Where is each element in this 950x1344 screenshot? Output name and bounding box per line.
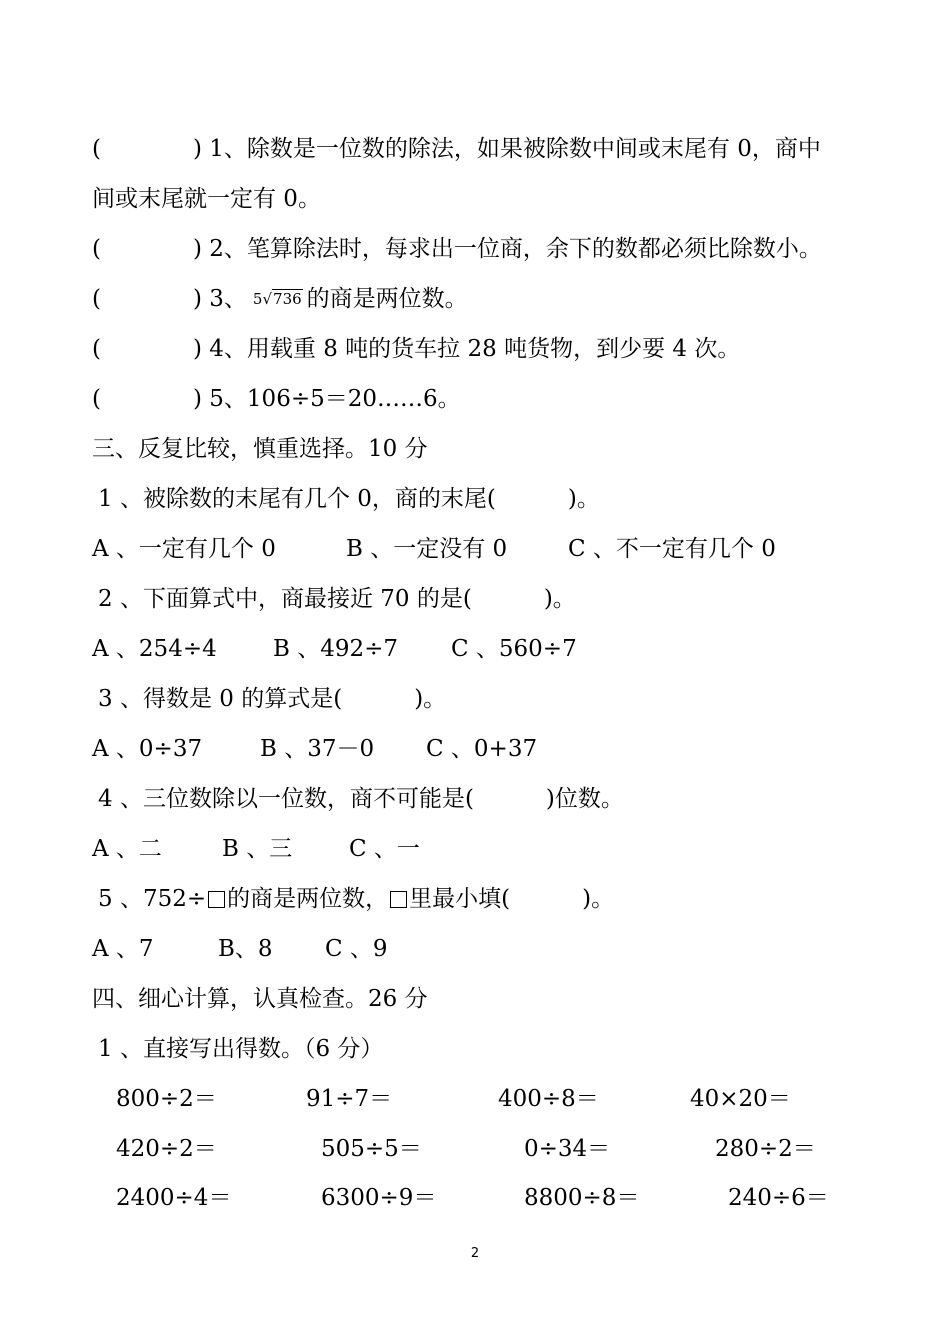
question-text: 用载重 8 吨的货车拉 28 吨货物，到少要 4 次。: [246, 336, 741, 362]
option-a[interactable]: A 、二: [92, 836, 162, 862]
calc-item: 280÷2＝: [715, 1136, 816, 1162]
option-a[interactable]: A 、7: [92, 936, 154, 962]
calc-item: 420÷2＝: [116, 1136, 217, 1162]
calc-item: 0÷34＝: [524, 1136, 611, 1162]
calc-item: 40×20＝: [690, 1086, 791, 1112]
choice-question-4: 4 、三位数除以一位数，商不可能是( )位数。: [98, 786, 624, 812]
option-c[interactable]: C 、9: [325, 936, 388, 962]
question-text: 106÷5＝20……6。: [246, 386, 461, 412]
subsection-1-title: 1 、直接写出得数。（6 分）: [98, 1036, 384, 1062]
choice-options-2: [92, 634, 577, 664]
option-c[interactable]: C 、0+37: [426, 736, 538, 762]
blank-square-icon: [390, 891, 407, 908]
calc-item: 400÷8＝: [498, 1086, 599, 1112]
option-b[interactable]: B 、一定没有 0: [346, 536, 508, 562]
option-a[interactable]: A 、0÷37: [92, 736, 203, 762]
divisor: 5: [252, 290, 263, 308]
option-c[interactable]: C 、不一定有几个 0: [568, 536, 776, 562]
calc-item: 8800÷8＝: [524, 1185, 640, 1211]
option-b[interactable]: B、8: [218, 936, 273, 962]
judge-item-3: ( ) 3、 5√736 的商是两位数。: [92, 286, 468, 312]
calc-item: 2400÷4＝: [116, 1185, 232, 1211]
choice-question-2: 2 、下面算式中，商最接近 70 的是( )。: [98, 586, 576, 612]
option-b[interactable]: B 、三: [222, 836, 293, 862]
judge-item-2: ( ) 2、笔算除法时，每求出一位商，余下的数都必须比除数小。: [92, 236, 822, 262]
page-number: 2: [470, 1246, 480, 1261]
option-b[interactable]: B 、37－0: [260, 736, 375, 762]
choice-options-1: [92, 534, 776, 564]
choice-question-3: 3 、得数是 0 的算式是( )。: [98, 686, 447, 712]
question-text: 除数是一位数的除法，如果被除数中间或末尾有 0，商中: [246, 136, 821, 162]
calc-item: 6300÷9＝: [321, 1185, 437, 1211]
radical-sign-icon: √: [262, 290, 273, 308]
blank-square-icon: [208, 891, 225, 908]
judge-item-1-continued: 间或末尾就一定有 0。: [92, 186, 321, 212]
section-4-title: 四、细心计算，认真检查。26 分: [92, 986, 428, 1012]
section-3-title: 三、反复比较，慎重选择。10 分: [92, 436, 428, 462]
question-text: 的商是两位数。: [306, 286, 468, 312]
long-division-expression: [253, 284, 303, 314]
option-c[interactable]: C 、一: [349, 836, 420, 862]
question-text: 笔算除法时，每求出一位商，余下的数都必须比除数小。: [246, 236, 822, 262]
option-c[interactable]: C 、560÷7: [451, 636, 577, 662]
calc-item: 505÷5＝: [321, 1136, 422, 1162]
option-b[interactable]: B 、492÷7: [273, 636, 399, 662]
judge-item-4: ( ) 4、用载重 8 吨的货车拉 28 吨货物，到少要 4 次。: [92, 336, 741, 362]
judge-item-1: ( ) 1、除数是一位数的除法，如果被除数中间或末尾有 0，商中: [92, 136, 821, 162]
choice-options-4: [92, 834, 420, 864]
choice-options-5: [92, 934, 388, 964]
choice-question-1: 1 、被除数的末尾有几个 0，商的末尾( )。: [98, 486, 600, 512]
judge-item-5: ( ) 5、106÷5＝20……6。: [92, 386, 461, 412]
choice-options-3: [92, 734, 537, 764]
calc-item: 800÷2＝: [116, 1086, 217, 1112]
choice-question-5: 5 、752÷ 的商是两位数， 里最小填( )。: [98, 886, 615, 912]
calc-item: 91÷7＝: [306, 1086, 393, 1112]
option-a[interactable]: A 、一定有几个 0: [92, 536, 276, 562]
dividend: 736: [273, 290, 302, 308]
calc-item: 240÷6＝: [728, 1185, 829, 1211]
option-a[interactable]: A 、254÷4: [92, 636, 217, 662]
